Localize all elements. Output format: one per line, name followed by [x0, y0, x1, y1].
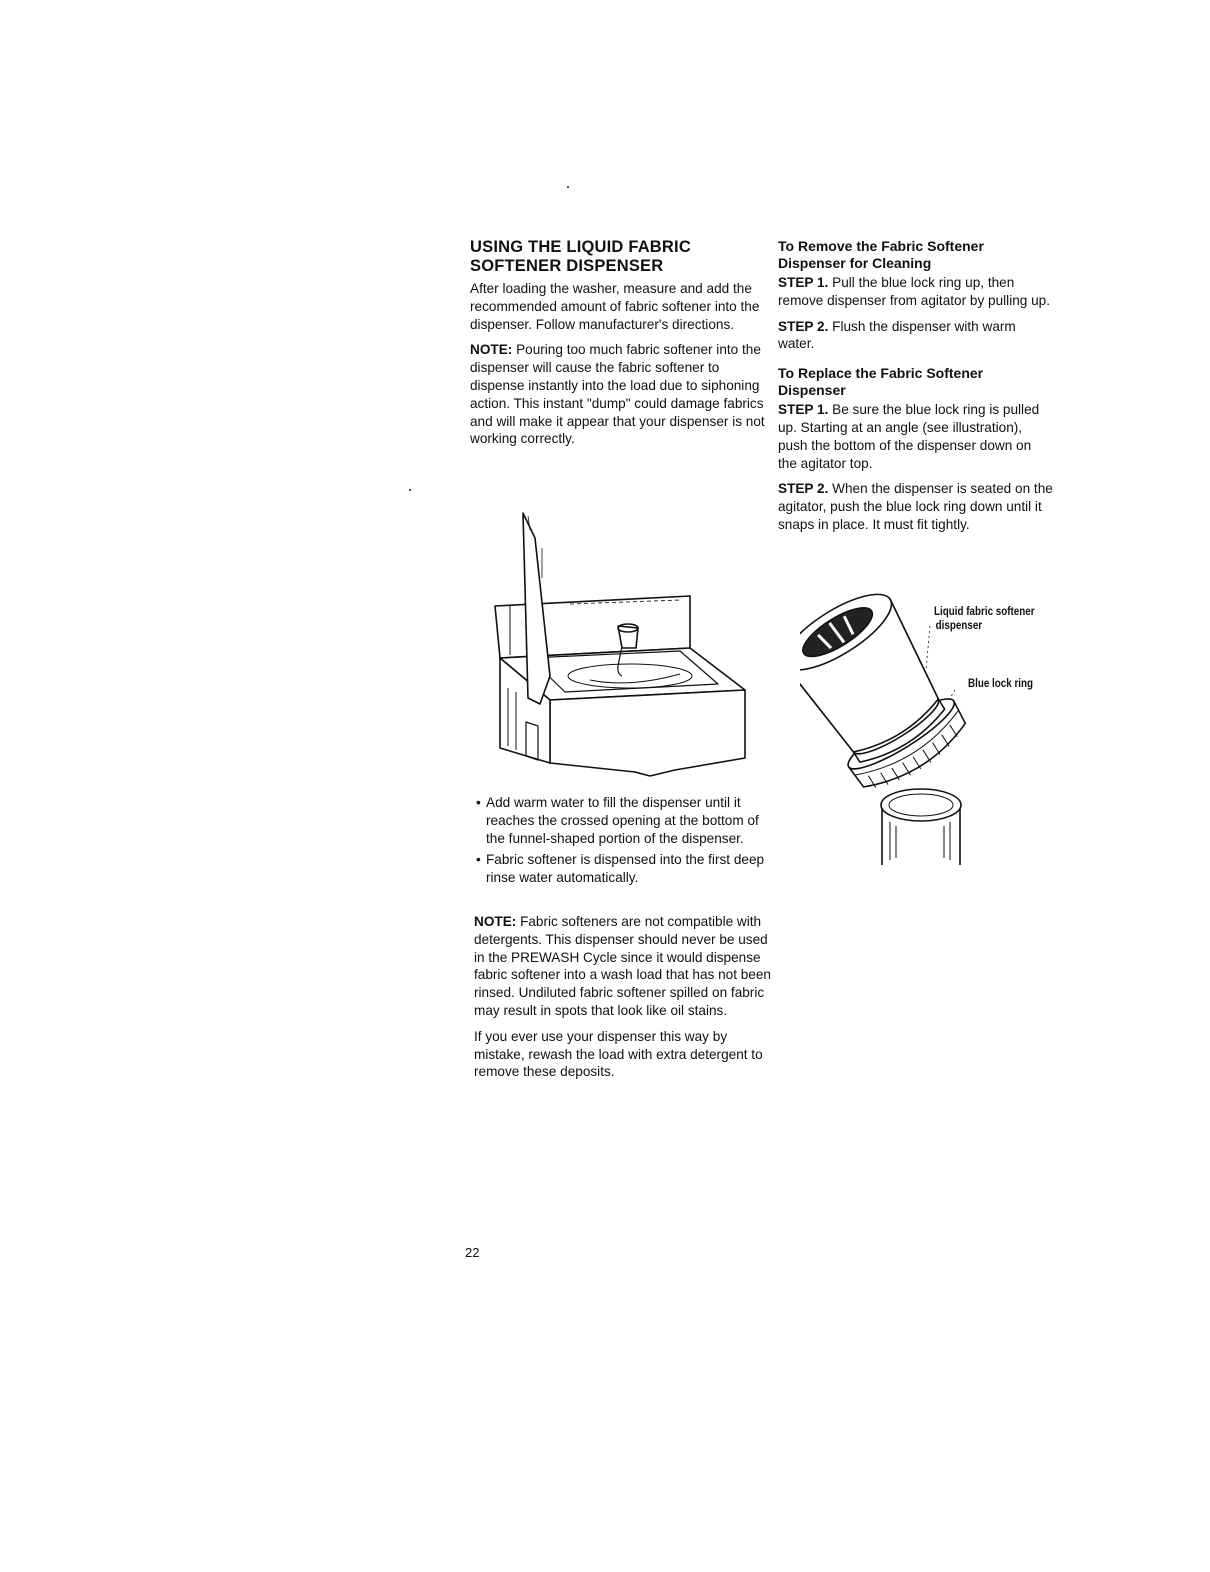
step-label: STEP 2.	[778, 481, 829, 497]
remove-heading: To Remove the Fabric Softener Dispenser for Cleaning	[778, 238, 984, 271]
callout-line-1: Liquid fabric softener	[934, 604, 1035, 618]
step-text: Flush the dispenser with warm water.	[778, 318, 1016, 352]
step-label: STEP 1.	[778, 402, 829, 418]
dispenser-illustration	[800, 590, 1000, 870]
list-item	[474, 794, 774, 847]
bullet-list	[474, 794, 774, 891]
note-paragraph-1	[470, 341, 770, 448]
note-label: NOTE:	[470, 342, 513, 358]
remove-step-2	[778, 318, 1053, 354]
replace-step-2	[778, 480, 1053, 533]
replace-heading: To Replace the Fabric Softener Dispenser	[778, 365, 984, 399]
step-label: STEP 1.	[778, 275, 829, 290]
note-paragraph-2	[474, 913, 774, 1020]
title-line-1: USING THE LIQUID FABRIC	[470, 238, 691, 256]
section-title	[470, 238, 770, 276]
replace-step-1	[778, 401, 1053, 472]
scan-speck	[567, 186, 569, 188]
scan-speck	[409, 489, 411, 491]
list-item	[474, 851, 774, 887]
closing-paragraph: If you ever use your dispenser this way by mistake, rewash the load with extra detergent to remove these deposits.	[474, 1028, 763, 1080]
callout-line-2: dispenser	[935, 618, 983, 632]
intro-paragraph: After loading the washer, measure and add the recommended amount of fabric softener into the dispenser. Follow manufacturer's directions.	[470, 281, 760, 332]
note-label: NOTE:	[474, 914, 517, 929]
note-text: Pouring too much fabric softener into the dispenser will cause the fabric softener to dispense instantly into the load due to siphoning action. This instant "dump" could damage fabrics and will make it appear that your dispenser is not working correctly.	[470, 342, 765, 447]
bullet-text: Fabric softener is dispensed into the first deep rinse water automatically.	[486, 852, 765, 886]
step-label: STEP 2.	[778, 318, 829, 334]
callout-lock-ring: Blue lock ring	[968, 676, 1034, 690]
right-column	[778, 238, 1053, 542]
left-column-lower	[474, 913, 774, 1089]
step-text: Be sure the blue lock ring is pulled up. Starting at an angle (see illustration), push the bottom of the dispenser down on the agitator top.	[778, 402, 1040, 471]
bullet-text: Add warm water to fill the dispenser until it reaches the crossed opening at the bottom of the funnel-shaped portion of the dispenser.	[486, 795, 759, 846]
step-text: When the dispenser is seated on the agitator, push the blue lock ring down until it snaps in place. It must fit tightly.	[778, 481, 1053, 532]
remove-step-1	[778, 274, 1053, 310]
title-line-2: SOFTENER DISPENSER	[470, 257, 664, 275]
bullet-dot: •	[476, 852, 481, 868]
step-text: Pull the blue lock ring up, then remove dispenser from agitator by pulling up.	[778, 275, 1051, 308]
washer-illustration	[490, 508, 760, 783]
page-number: 22	[465, 1245, 480, 1260]
bullet-dot: •	[476, 795, 481, 810]
left-column	[470, 238, 770, 456]
note-text: Fabric softeners are not compatible with detergents. This dispenser should never be used in the PREWASH Cycle since it would dispense fabric softener into a wash load that has not been rinsed. Undiluted fabric softener spilled on fabric may result in spots that look like oil stains.	[474, 914, 771, 1018]
